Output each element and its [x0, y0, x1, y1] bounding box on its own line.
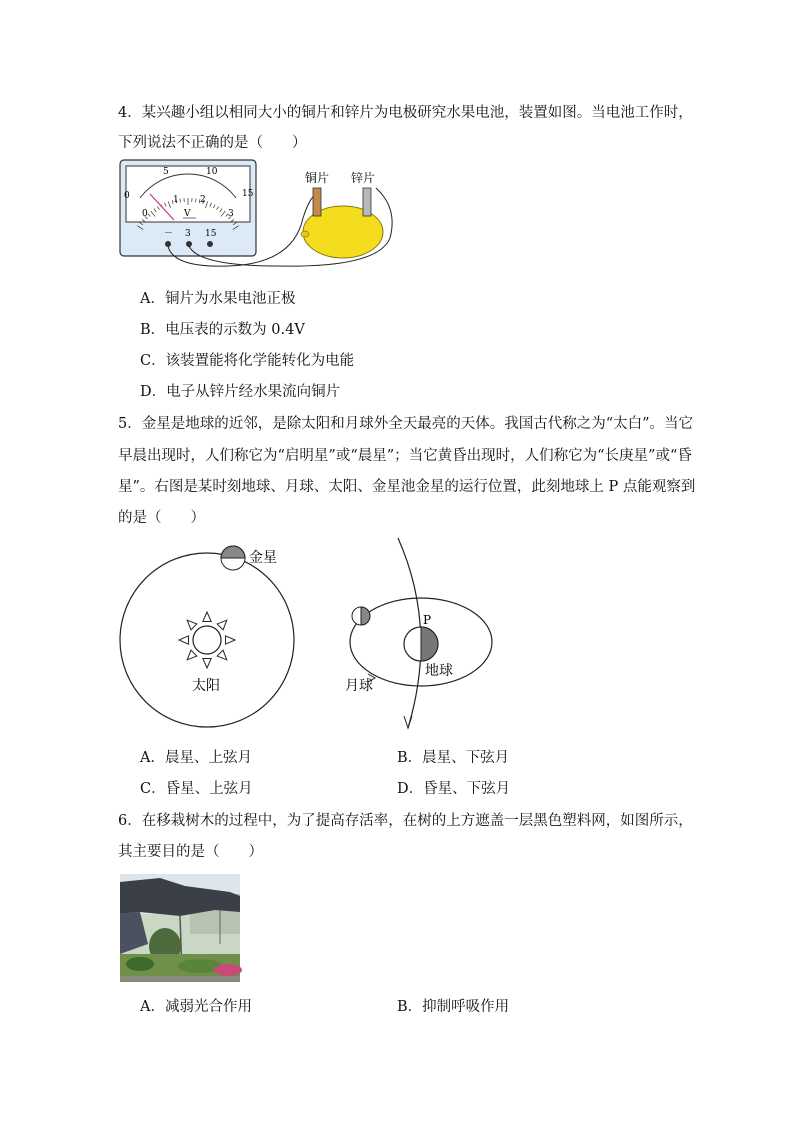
sun: [179, 612, 235, 668]
sun-ray: [179, 636, 188, 644]
shade-net-photo: [120, 874, 240, 982]
q4-stem-line1: 4．某兴趣小组以相同大小的铜片和锌片为电极研究水果电池，装置如图。当电池工作时，: [118, 105, 693, 121]
meter-unit: V: [184, 209, 191, 219]
q6-option-b[interactable]: B．抑制呼吸作用: [397, 999, 510, 1015]
earth: [404, 627, 438, 661]
point-p-label: P: [423, 613, 432, 627]
moon-label: 月球: [345, 678, 373, 694]
sun-ray: [203, 659, 211, 668]
terminal-15: [207, 241, 213, 247]
zinc-label: 锌片: [351, 171, 376, 185]
moon: [352, 607, 370, 625]
q4-option-c[interactable]: C．该装置能将化学能转化为电能: [140, 353, 355, 369]
sun-ray: [203, 612, 211, 621]
scale-top-10: 10: [206, 167, 218, 177]
sun-ray: [187, 650, 197, 660]
scale-bottom-3: 3: [228, 209, 234, 219]
scale-top-15: 15: [242, 189, 254, 199]
q6-stem-line1: 6．在移栽树木的过程中，为了提高存活率，在树的上方遮盖一层黑色塑料网，如图所示，: [118, 813, 693, 829]
scale-top-5: 5: [163, 167, 169, 177]
q4-stem-line2: 下列说法不正确的是（ ）: [118, 135, 307, 151]
q5-option-b[interactable]: B．晨星、下弦月: [397, 750, 510, 766]
scale-bottom-0: 0: [142, 209, 148, 219]
q4-option-d[interactable]: D．电子从锌片经水果流向铜片: [140, 384, 341, 400]
terminal-minus-label: －: [164, 229, 174, 239]
venus: [221, 546, 245, 570]
venus-label: 金星: [249, 550, 277, 566]
q5-option-c[interactable]: C．昏星、上弦月: [140, 781, 253, 797]
terminal-15-label: 15: [205, 229, 217, 239]
q5-stem-line1: 5．金星是地球的近邻，是除太阳和月球外全天最亮的天体。我国古代称之为“太白”。当它: [118, 416, 694, 432]
sun-label: 太阳: [192, 678, 220, 694]
earth-label: 地球: [425, 663, 453, 679]
q5-option-a[interactable]: A．晨星、上弦月: [140, 750, 252, 766]
copper-plate: [313, 188, 321, 216]
q5-stem-line4: 的是（ ）: [118, 510, 205, 526]
q4-option-b[interactable]: B．电压表的示数为 0.4V: [140, 322, 305, 338]
scale-bottom-1: 1: [173, 195, 179, 205]
copper-label: 铜片: [305, 171, 330, 185]
q5-stem-line3: 星”。右图是某时刻地球、月球、太阳、金星池金星的运行位置，此刻地球上 P 点能观察到: [118, 479, 696, 495]
terminal-3-label: 3: [185, 229, 191, 239]
scale-top-0: 0: [124, 191, 130, 201]
q5-stem-line2: 早晨出现时，人们称它为“启明星”或“晨星”；当它黄昏出现时，人们称它为“长庚星”或“昏: [118, 448, 692, 464]
sun-ray: [217, 620, 227, 630]
zinc-plate: [363, 188, 371, 216]
orbit-figure: [118, 538, 518, 738]
sun-ray: [226, 636, 235, 644]
q5-option-d[interactable]: D．昏星、下弦月: [397, 781, 511, 797]
scale-bottom-2: 2: [200, 195, 206, 205]
fruit-battery-figure: [118, 158, 408, 268]
sun-ray: [187, 620, 197, 630]
sun-ray: [217, 650, 227, 660]
q6-option-a[interactable]: A．减弱光合作用: [140, 999, 252, 1015]
q6-stem-line2: 其主要目的是（ ）: [118, 844, 263, 860]
q4-option-a[interactable]: A．铜片为水果电池正极: [140, 291, 296, 307]
